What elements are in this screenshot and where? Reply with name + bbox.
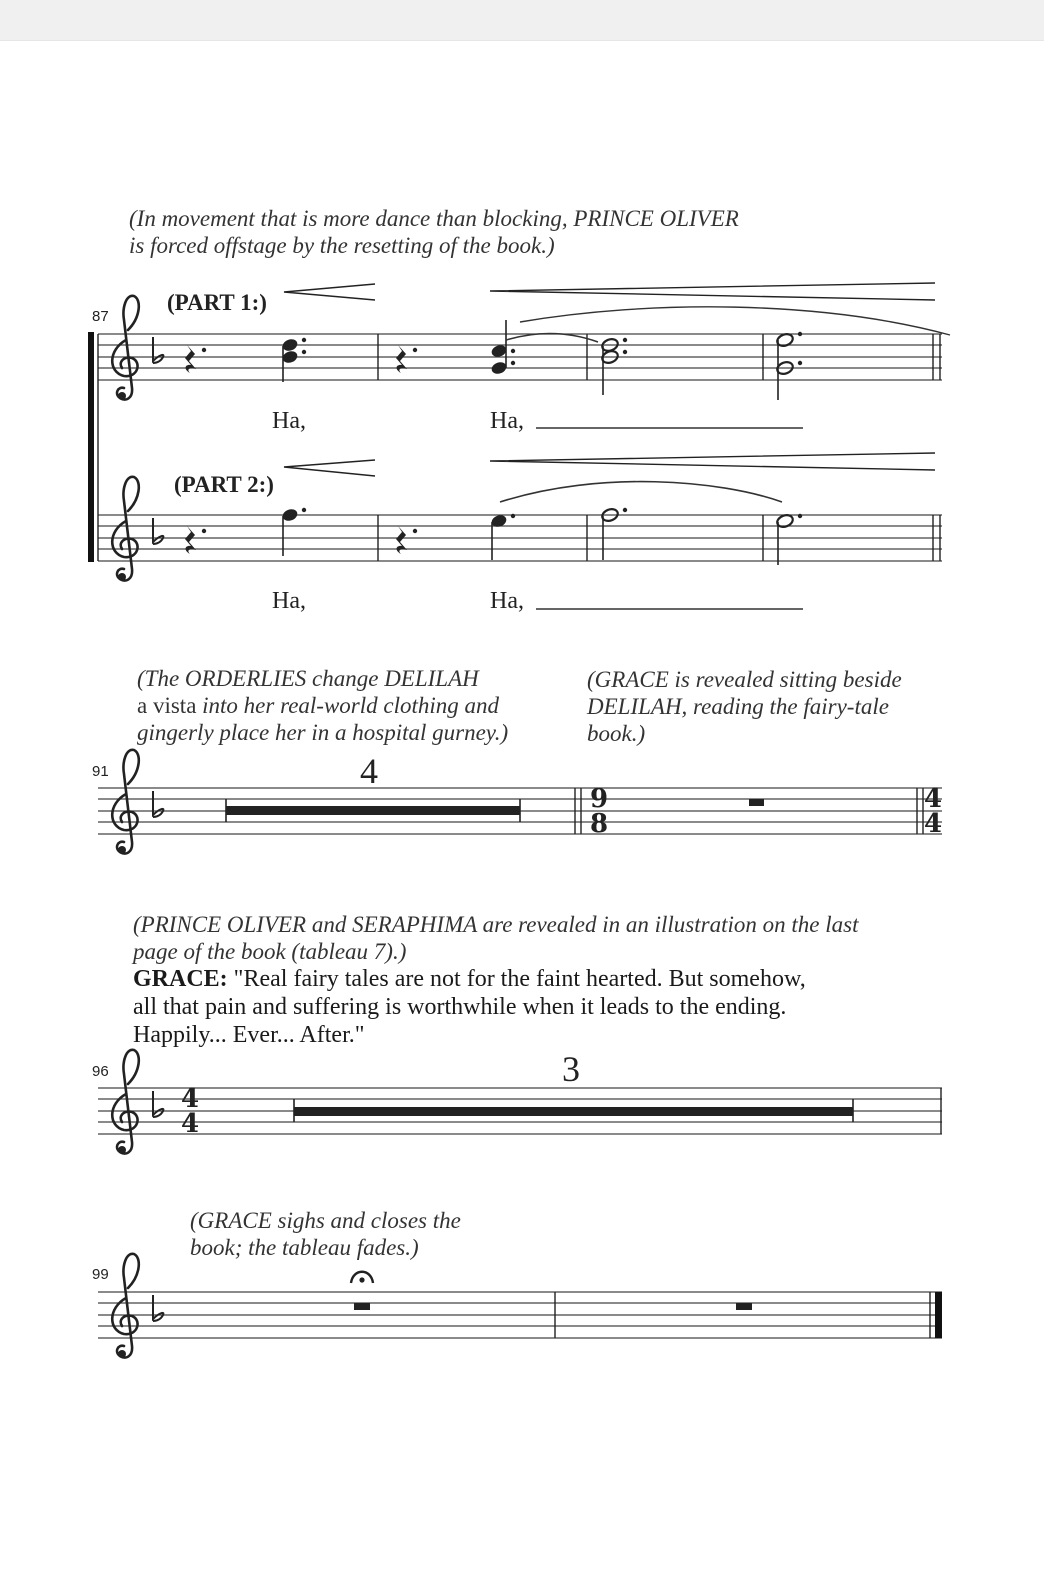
stage-direction-3-line3: book.) <box>587 721 646 746</box>
lyric-part1-ha-2: Ha, <box>490 408 524 434</box>
stage-direction-5-line1: (GRACE sighs and closes the <box>190 1208 461 1233</box>
measure-number-87: 87 <box>92 308 109 325</box>
time-signature-9-8-bottom: 8 <box>589 809 609 839</box>
multirest-count-3: 3 <box>562 1049 580 1089</box>
stage-direction-1-line2: is forced offstage by the resetting of the book.) <box>129 233 555 258</box>
time-signature-bottom: 4 <box>180 1109 200 1139</box>
stage-direction-3-line2: DELILAH, reading the fairy-tale <box>587 694 889 719</box>
multirest-count-4: 4 <box>360 751 378 791</box>
stage-direction-2-a-vista: a vista <box>137 693 197 718</box>
lyric-part2-ha-1: Ha, <box>272 588 306 614</box>
stage-direction-2-line2: into her real-world clothing and <box>196 693 500 718</box>
time-signature-9-8-top: 9 <box>589 784 609 814</box>
speaker-name: GRACE: <box>133 966 228 992</box>
measure-number-96: 96 <box>92 1063 109 1080</box>
stage-direction-2-line3: gingerly place her in a hospital gurney.) <box>137 720 509 745</box>
dialogue-line2: all that pain and suffering is worthwhile when it leads to the ending. <box>133 994 787 1020</box>
dialogue-line1: "Real fairy tales are not for the faint hearted. But somehow, <box>227 966 806 992</box>
measure-number-91: 91 <box>92 763 109 780</box>
lyric-part1-ha-1: Ha, <box>272 408 306 434</box>
stage-direction-2-line1: (The ORDERLIES change DELILAH <box>137 666 479 691</box>
system-96 <box>98 1050 942 1154</box>
stage-direction-3-line1: (GRACE is revealed sitting beside <box>587 667 902 692</box>
stage-direction-4-line2: page of the book (tableau 7).) <box>133 939 407 964</box>
stage-direction-5-line2: book; the tableau fades.) <box>190 1235 419 1260</box>
time-signature-4-4-top: 4 <box>923 784 943 814</box>
system-91 <box>98 750 942 854</box>
stage-direction-1-line1: (In movement that is more dance than blocking, PRINCE OLIVER <box>129 206 739 231</box>
dialogue-line3: Happily... Ever... After." <box>133 1022 365 1048</box>
time-signature-top: 4 <box>180 1084 200 1114</box>
part-1-label: (PART 1:) <box>167 290 267 315</box>
measure-number-99: 99 <box>92 1266 109 1283</box>
lyric-part2-ha-2: Ha, <box>490 588 524 614</box>
stage-direction-4-line1: (PRINCE OLIVER and SERAPHIMA are revealed in an illustration on the last <box>133 912 859 937</box>
time-signature-4-4-bottom: 4 <box>923 809 943 839</box>
system-99 <box>98 1254 942 1358</box>
part-2-label: (PART 2:) <box>174 472 274 497</box>
system-87 <box>88 283 950 609</box>
